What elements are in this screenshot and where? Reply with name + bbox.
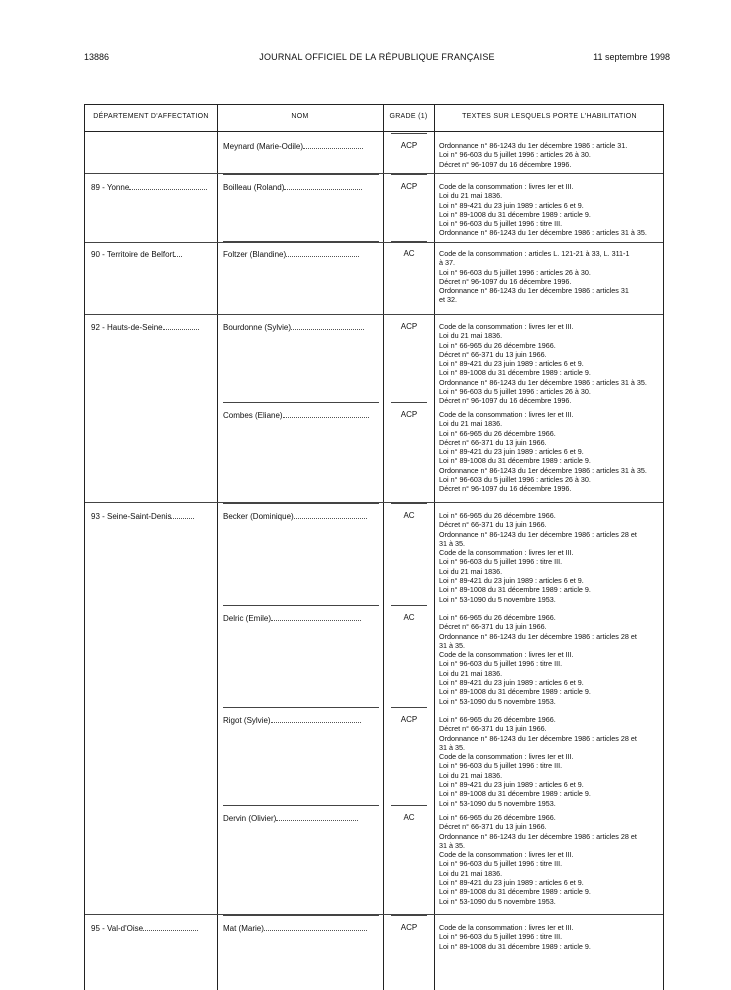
legal-text-line: 31 à 35.	[439, 538, 465, 548]
legal-text-line: Loi n° 96-603 du 5 juillet 1996 : articles 26 à 30.	[439, 475, 591, 485]
legal-text-line: Ordonnance n° 86-1243 du 1er décembre 1986 : articles 31	[439, 286, 629, 296]
department-label	[91, 249, 182, 260]
legal-text-line: Loi n° 89-421 du 23 juin 1989 : articles 6 et 9.	[439, 359, 584, 369]
legal-texts	[439, 249, 663, 305]
legal-text-line: Loi n° 96-603 du 5 juillet 1996 : titre III.	[439, 659, 563, 669]
column-header-nom: NOM	[291, 113, 309, 120]
department-label	[91, 923, 198, 934]
legal-text-line: Décret n° 96-1097 du 16 décembre 1996.	[439, 396, 572, 406]
legal-text-line: Décret n° 96-1097 du 16 décembre 1996.	[439, 159, 572, 169]
legal-text-line: Ordonnance n° 86-1243 du 1er décembre 1986 : articles 31 à 35.	[439, 377, 647, 387]
legal-text-line: Loi du 21 mai 1836.	[439, 419, 503, 429]
dot-leader	[271, 613, 361, 621]
legal-text-line: Loi du 21 mai 1836.	[439, 868, 503, 878]
department-name: 90 - Territoire de Belfort	[91, 250, 175, 259]
grade-value: AC	[403, 511, 415, 520]
journal-title: JOURNAL OFFICIEL DE LA RÉPUBLIQUE FRANÇAISE	[259, 52, 495, 62]
legal-text-line: Loi n° 53-1090 du 5 novembre 1953.	[439, 896, 556, 906]
name-separator	[223, 915, 379, 916]
legal-text-line: Code de la consommation : livres Ier et III.	[439, 650, 574, 660]
legal-text-line: Loi n° 96-603 du 5 juillet 1996 : titre III.	[439, 557, 563, 567]
department-name: 89 - Yonne	[91, 183, 130, 192]
legal-text-line: Loi n° 89-421 du 23 juin 1989 : articles 6 et 9.	[439, 200, 584, 210]
legal-text-line: Ordonnance n° 86-1243 du 1er décembre 1986 : article 31.	[439, 141, 628, 150]
person-name-text: Becker (Dominique)	[223, 512, 294, 521]
legal-text-line: et 32.	[439, 295, 457, 305]
legal-text-line: Loi n° 96-603 du 5 juillet 1996 : titre III.	[439, 859, 563, 869]
name-separator	[223, 174, 379, 175]
grade-separator	[391, 707, 427, 708]
page-number: 13886	[84, 52, 110, 62]
column-divider	[434, 105, 435, 990]
habilitation-table	[84, 104, 664, 990]
legal-text-line: 31 à 35.	[439, 742, 465, 752]
page-header	[84, 52, 670, 66]
column-header-grade: GRADE (1)	[389, 113, 428, 120]
dot-leader	[271, 715, 361, 723]
name-separator	[223, 241, 379, 242]
legal-text-line: Loi n° 96-603 du 5 juillet 1996 : titre III.	[439, 761, 563, 771]
legal-text-line: Ordonnance n° 86-1243 du 1er décembre 1986 : articles 28 et	[439, 631, 637, 641]
dot-leader	[171, 511, 194, 519]
legal-text-line: Loi du 21 mai 1836.	[439, 566, 503, 576]
legal-text-line: Ordonnance n° 86-1243 du 1er décembre 1986 : articles 31 à 35.	[439, 465, 647, 475]
grade-value: ACP	[400, 322, 418, 331]
legal-text-line: Loi n° 89-421 du 23 juin 1989 : articles 6 et 9.	[439, 678, 584, 688]
person-name	[223, 613, 361, 624]
grade-separator	[391, 915, 427, 916]
grade-value: ACP	[400, 715, 418, 724]
grade-separator	[391, 241, 427, 242]
column-divider	[383, 105, 384, 990]
person-name-text: Rigot (Sylvie)	[223, 716, 271, 725]
legal-texts	[439, 410, 663, 494]
person-name-text: Bourdonne (Sylvie)	[223, 323, 292, 332]
legal-text-line: Loi n° 66-965 du 26 décembre 1966.	[439, 715, 556, 724]
name-separator	[223, 805, 379, 806]
legal-texts	[439, 715, 663, 808]
legal-text-line: Loi n° 96-603 du 5 juillet 1996 : articles 26 à 30.	[439, 267, 591, 277]
legal-text-line: Ordonnance n° 86-1243 du 1er décembre 1986 : articles 28 et	[439, 733, 637, 743]
legal-text-line: 31 à 35.	[439, 640, 465, 650]
legal-text-line: Loi n° 89-1008 du 31 décembre 1989 : article 9.	[439, 941, 591, 951]
legal-text-line: Loi n° 66-965 du 26 décembre 1966.	[439, 613, 556, 622]
department-name: 93 - Seine-Saint-Denis	[91, 512, 172, 521]
person-name-text: Boilleau (Roland)	[223, 183, 285, 192]
legal-text-line: Loi n° 96-603 du 5 juillet 1996 : articles 26 à 30.	[439, 387, 591, 397]
grade-separator	[391, 174, 427, 175]
name-separator	[223, 707, 379, 708]
name-separator	[223, 605, 379, 606]
dot-leader	[174, 249, 182, 257]
grade-value: ACP	[400, 141, 418, 150]
legal-text-line: Loi n° 66-965 du 26 décembre 1966.	[439, 428, 556, 438]
legal-text-line: Loi n° 89-1008 du 31 décembre 1989 : article 9.	[439, 687, 591, 697]
person-name	[223, 813, 358, 824]
legal-text-line: Ordonnance n° 86-1243 du 1er décembre 1986 : articles 31 à 35.	[439, 228, 647, 238]
legal-text-line: Décret n° 66-371 du 13 juin 1966.	[439, 724, 547, 734]
grade-separator	[391, 133, 427, 134]
legal-texts	[439, 182, 663, 238]
legal-text-line: Loi n° 96-603 du 5 juillet 1996 : titre III.	[439, 219, 563, 229]
column-divider	[217, 105, 218, 990]
grade-value: AC	[403, 249, 415, 258]
legal-text-line: Loi n° 53-1090 du 5 novembre 1953.	[439, 594, 556, 604]
column-header-textes: TEXTES SUR LESQUELS PORTE L'HABILITATION	[462, 113, 637, 120]
dot-leader	[264, 923, 368, 931]
person-name	[223, 249, 359, 260]
legal-text-line: à 37.	[439, 258, 455, 268]
person-name-text: Combes (Eliane)	[223, 411, 283, 420]
department-label	[91, 511, 194, 522]
person-name	[223, 410, 369, 421]
legal-text-line: Loi n° 66-965 du 26 décembre 1966.	[439, 511, 556, 520]
dot-leader	[284, 182, 361, 190]
dot-leader	[129, 182, 207, 190]
person-name	[223, 715, 361, 726]
grade-separator	[391, 402, 427, 403]
legal-text-line: Loi n° 53-1090 du 5 novembre 1953.	[439, 696, 556, 706]
name-separator	[223, 402, 379, 403]
legal-text-line: Loi n° 89-1008 du 31 décembre 1989 : article 9.	[439, 209, 591, 219]
legal-texts	[439, 813, 663, 906]
column-header-dept: DÉPARTEMENT D'AFFECTATION	[93, 113, 209, 120]
dot-leader	[303, 141, 363, 149]
grade-value: ACP	[400, 923, 418, 932]
legal-texts	[439, 923, 663, 951]
legal-text-line: Code de la consommation : articles L. 121-21 à 33, L. 311-1	[439, 249, 630, 258]
legal-text-line: Décret n° 96-1097 du 16 décembre 1996.	[439, 484, 572, 494]
legal-text-line: Loi n° 89-421 du 23 juin 1989 : articles 6 et 9.	[439, 447, 584, 457]
legal-text-line: Loi n° 66-965 du 26 décembre 1966.	[439, 813, 556, 822]
legal-text-line: Loi n° 89-421 du 23 juin 1989 : articles 6 et 9.	[439, 576, 584, 586]
legal-text-line: Code de la consommation : livres Ier et III.	[439, 322, 574, 331]
legal-text-line: Loi n° 89-1008 du 31 décembre 1989 : article 9.	[439, 887, 591, 897]
legal-text-line: Décret n° 66-371 du 13 juin 1966.	[439, 520, 547, 530]
row-separator	[85, 242, 663, 243]
dot-leader	[163, 322, 200, 330]
legal-text-line: Code de la consommation : livres Ier et III.	[439, 548, 574, 558]
legal-text-line: Loi n° 89-421 du 23 juin 1989 : articles 6 et 9.	[439, 878, 584, 888]
dot-leader	[294, 511, 367, 519]
grade-separator	[391, 314, 427, 315]
person-name	[223, 923, 367, 934]
department-label	[91, 182, 207, 193]
legal-texts	[439, 141, 663, 169]
legal-text-line: Code de la consommation : livres Ier et III.	[439, 923, 574, 932]
legal-texts	[439, 322, 663, 406]
legal-texts	[439, 613, 663, 706]
department-name: 95 - Val-d'Oise	[91, 924, 144, 933]
person-name	[223, 182, 362, 193]
person-name	[223, 511, 367, 522]
grade-value: ACP	[400, 410, 418, 419]
legal-text-line: Loi n° 96-603 du 5 juillet 1996 : titre III.	[439, 932, 563, 942]
legal-text-line: 31 à 35.	[439, 840, 465, 850]
person-name-text: Meynard (Marie-Odile)	[223, 142, 304, 151]
legal-text-line: Ordonnance n° 86-1243 du 1er décembre 1986 : articles 28 et	[439, 529, 637, 539]
dot-leader	[276, 813, 358, 821]
legal-text-line: Loi n° 89-1008 du 31 décembre 1989 : article 9.	[439, 585, 591, 595]
grade-separator	[391, 605, 427, 606]
dot-leader	[291, 322, 364, 330]
grade-value: AC	[403, 613, 415, 622]
dot-leader	[143, 923, 198, 931]
dot-leader	[283, 410, 369, 418]
grade-separator	[391, 805, 427, 806]
person-name-text: Delric (Emile)	[223, 614, 271, 623]
department-name: 92 - Hauts-de-Seine	[91, 323, 163, 332]
grade-value: ACP	[400, 182, 418, 191]
legal-text-line: Loi du 21 mai 1836.	[439, 331, 503, 341]
legal-text-line: Loi du 21 mai 1836.	[439, 191, 503, 201]
dot-leader	[286, 249, 359, 257]
legal-text-line: Code de la consommation : livres Ier et III.	[439, 752, 574, 762]
name-separator	[223, 314, 379, 315]
legal-text-line: Loi n° 66-965 du 26 décembre 1966.	[439, 340, 556, 350]
legal-text-line: Décret n° 66-371 du 13 juin 1966.	[439, 822, 547, 832]
legal-text-line: Code de la consommation : livres Ier et III.	[439, 410, 574, 419]
legal-text-line: Loi n° 89-1008 du 31 décembre 1989 : article 9.	[439, 456, 591, 466]
legal-text-line: Loi n° 53-1090 du 5 novembre 1953.	[439, 798, 556, 808]
legal-text-line: Décret n° 96-1097 du 16 décembre 1996.	[439, 276, 572, 286]
person-name-text: Foltzer (Blandine)	[223, 250, 287, 259]
legal-text-line: Décret n° 66-371 du 13 juin 1966.	[439, 437, 547, 447]
legal-texts	[439, 511, 663, 604]
person-name-text: Dervin (Olivier)	[223, 814, 277, 823]
grade-separator	[391, 503, 427, 504]
legal-text-line: Loi n° 89-421 du 23 juin 1989 : articles 6 et 9.	[439, 780, 584, 790]
column-header-row	[85, 105, 663, 132]
grade-value: AC	[403, 813, 415, 822]
publication-date: 11 septembre 1998	[593, 52, 670, 62]
legal-text-line: Loi n° 89-1008 du 31 décembre 1989 : article 9.	[439, 789, 591, 799]
department-label	[91, 322, 199, 333]
legal-text-line: Code de la consommation : livres Ier et III.	[439, 182, 574, 191]
legal-text-line: Code de la consommation : livres Ier et III.	[439, 850, 574, 860]
legal-text-line: Loi du 21 mai 1836.	[439, 668, 503, 678]
name-separator	[223, 503, 379, 504]
person-name	[223, 141, 363, 152]
legal-text-line: Décret n° 66-371 du 13 juin 1966.	[439, 349, 547, 359]
person-name-text: Mat (Marie)	[223, 924, 264, 933]
legal-text-line: Loi n° 96-603 du 5 juillet 1996 : articles 26 à 30.	[439, 150, 591, 160]
legal-text-line: Décret n° 66-371 du 13 juin 1966.	[439, 622, 547, 632]
legal-text-line: Loi n° 89-1008 du 31 décembre 1989 : article 9.	[439, 368, 591, 378]
legal-text-line: Loi du 21 mai 1836.	[439, 770, 503, 780]
person-name	[223, 322, 364, 333]
legal-text-line: Ordonnance n° 86-1243 du 1er décembre 1986 : articles 28 et	[439, 831, 637, 841]
